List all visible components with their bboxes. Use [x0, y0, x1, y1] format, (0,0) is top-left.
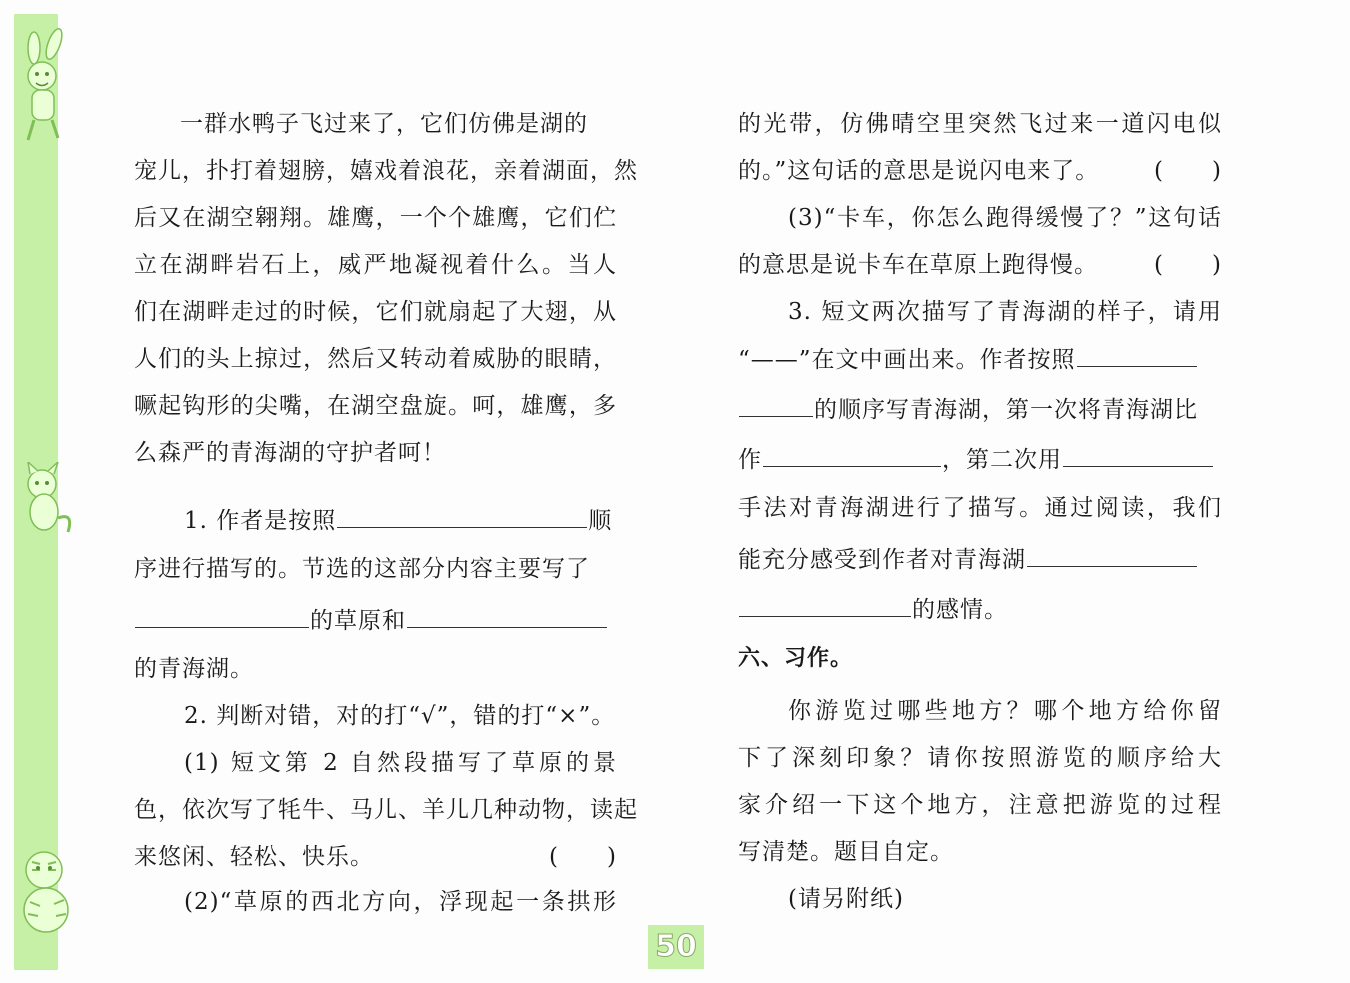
attach-paper-note: (请另附纸)	[788, 886, 904, 912]
passage-line: 么森严的青海湖的守护者呵！	[134, 440, 446, 466]
passage-line: 人们的头上掠过，然后又转动着威胁的眼睛，	[134, 346, 617, 372]
writing-prompt-line: 家介绍一下这个地方，注意把游览的过程	[738, 792, 1222, 818]
answer-parentheses[interactable]: ( )	[549, 844, 617, 870]
question-2-2-line-2: 的光带，仿佛晴空里突然飞过来一道闪电似	[738, 111, 1222, 137]
q3-text: 的顺序写青海湖，第一次将青海湖比	[814, 397, 1198, 423]
answer-blank[interactable]	[763, 442, 941, 467]
q3-text: ，第二次用	[942, 447, 1062, 473]
passage-line: 立在湖畔岩石上，威严地凝视着什么。当人	[134, 252, 617, 278]
question-3-line-1: 3. 短文两次描写了青海湖的样子，请用	[788, 299, 1222, 325]
q3-text: 作	[738, 447, 762, 473]
writing-prompt-line: 下了深刻印象？请你按照游览的顺序给大	[738, 745, 1222, 771]
passage-line: 一群水鸭子飞过来了，它们仿佛是湖的	[180, 111, 588, 137]
writing-prompt-line: 你游览过哪些地方？哪个地方给你留	[788, 698, 1222, 724]
question-3-line-3	[738, 392, 1222, 424]
q1-text: 1. 作者是按照	[184, 508, 337, 534]
answer-parentheses[interactable]: ( )	[1154, 252, 1222, 278]
question-2-2-line-1: (2)“草原的西北方向，浮现起一条拱形	[184, 889, 617, 915]
answer-blank[interactable]	[407, 603, 607, 628]
decorative-sidebar	[14, 14, 58, 970]
question-2-3-line-2	[738, 249, 1222, 281]
rabbit-icon	[12, 28, 76, 148]
question-2-1-line-3	[134, 841, 617, 873]
page-number: 50	[648, 925, 704, 969]
question-3-line-4	[738, 442, 1222, 474]
answer-blank[interactable]	[337, 503, 587, 528]
q3-text: 的感情。	[912, 597, 1008, 623]
cat-icon	[14, 462, 78, 542]
answer-blank[interactable]	[1077, 342, 1197, 367]
question-2-3-line-1: (3)“卡车，你怎么跑得缓慢了？”这句话	[788, 205, 1222, 231]
question-3-line-5: 手法对青海湖进行了描写。通过阅读，我们	[738, 495, 1222, 521]
section-heading: 六、习作。	[738, 646, 854, 671]
tiger-icon	[14, 840, 84, 940]
answer-blank[interactable]	[739, 392, 813, 417]
question-1-line-3	[134, 603, 617, 635]
passage-line: 宠儿，扑打着翅膀，嬉戏着浪花，亲着湖面，然	[134, 158, 638, 184]
answer-blank[interactable]	[135, 603, 309, 628]
question-3-line-6	[738, 542, 1222, 574]
question-2: 2. 判断对错，对的打“√”，错的打“×”。	[184, 703, 616, 729]
question-1-line-2: 序进行描写的。节选的这部分内容主要写了	[134, 556, 590, 582]
passage-line: 后又在湖空翱翔。雄鹰，一个个雄鹰，它们伫	[134, 205, 617, 231]
q1-text: 的草原和	[310, 608, 406, 634]
q2-2-text: 的。”这句话的意思是说闪电来了。	[738, 158, 1100, 184]
q2-3-text: 的意思是说卡车在草原上跑得慢。	[738, 252, 1098, 278]
question-1-line-1	[134, 503, 617, 535]
q2-1-text: 来悠闲、轻松、快乐。	[134, 844, 374, 870]
question-2-1-line-2: 色，依次写了牦牛、马儿、羊儿几种动物，读起	[134, 797, 638, 823]
answer-parentheses[interactable]: ( )	[1154, 158, 1222, 184]
question-1-line-4: 的青海湖。	[134, 656, 254, 682]
q3-text: 能充分感受到作者对青海湖	[738, 547, 1026, 573]
passage-line: 噘起钩形的尖嘴，在湖空盘旋。呵，雄鹰，多	[134, 393, 617, 419]
passage-line: 们在湖畔走过的时候，它们就扇起了大翅，从	[134, 299, 617, 325]
answer-blank[interactable]	[1027, 542, 1197, 567]
q1-text: 顺	[588, 508, 613, 534]
answer-blank[interactable]	[739, 592, 911, 617]
question-2-1-line-1: (1) 短文第 2 自然段描写了草原的景	[184, 750, 617, 776]
question-2-2-line-3	[738, 155, 1222, 187]
question-3-line-7	[738, 592, 1222, 624]
writing-prompt-line: 写清楚。题目自定。	[738, 839, 954, 865]
answer-blank[interactable]	[1063, 442, 1213, 467]
question-3-line-2	[738, 342, 1222, 374]
q3-text: “——”在文中画出来。作者按照	[738, 347, 1076, 373]
